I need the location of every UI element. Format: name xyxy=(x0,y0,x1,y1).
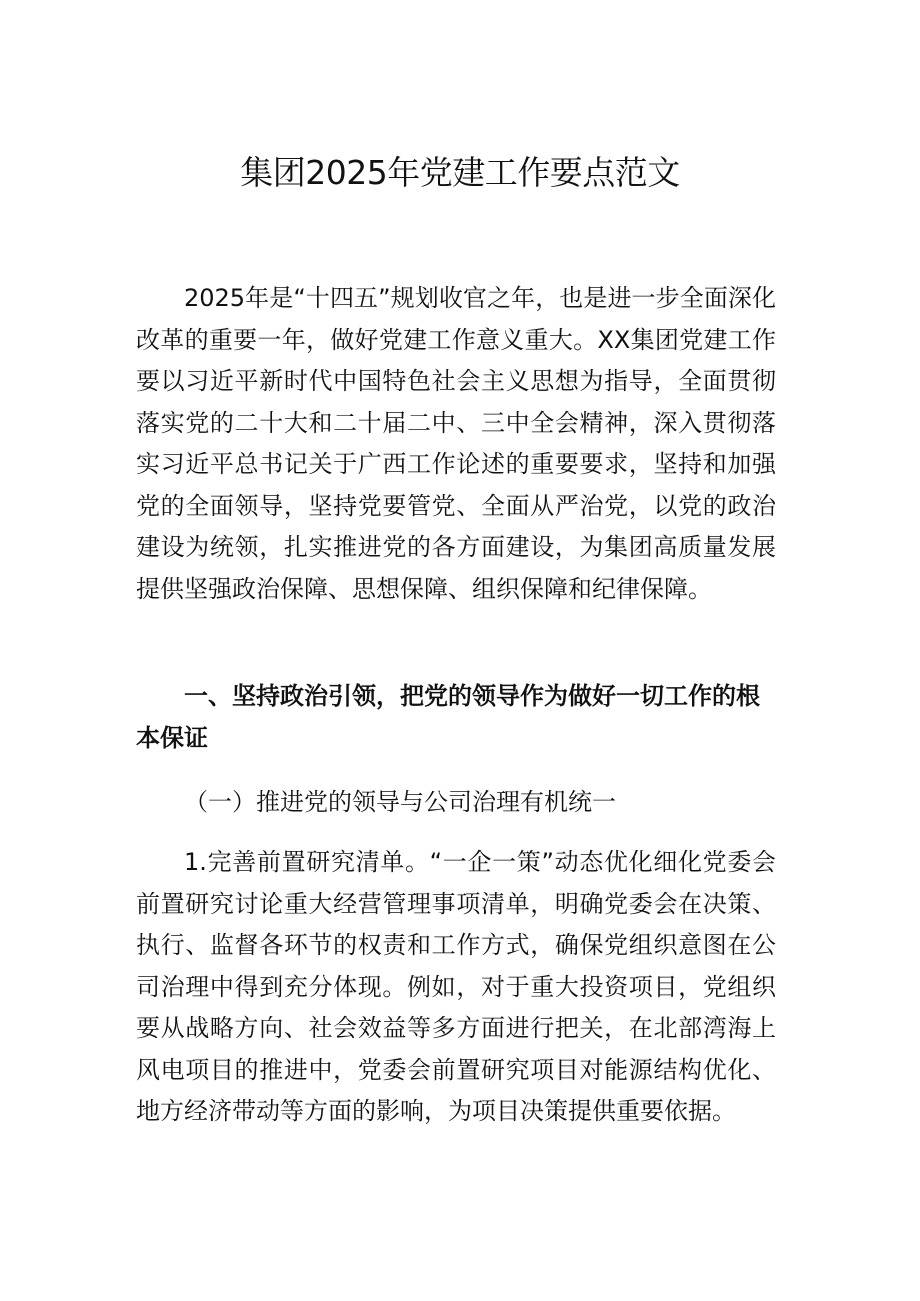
intro-paragraph: 2025年是“十四五”规划收官之年，也是进一步全面深化改革的重要一年，做好党建工作意义重大。XX集团党建工作要以习近平新时代中国特色社会主义思想为指导，全面贯彻落实党的二十大和二十届二中、三中全会精神，深入贯彻落实习近平总书记关于广西工作论述的重要要求，坚持和加强党的全面领导，坚持党要管党、全面从严治党，以党的政治建设为统领，扎实推进党的各方面建设，为集团高质量发展提供坚强政治保障、思想保障、组织保障和纪律保障。 xyxy=(136,284,776,603)
section-heading: 一、坚持政治引领，把党的领导作为做好一切工作的根本保证 xyxy=(136,682,760,752)
item-paragraph: 1.完善前置研究清单。“一企一策”动态优化细化党委会前置研究讨论重大经营管理事项清单，明确党委会在决策、执行、监督各环节的权责和工作方式，确保党组织意图在公司治理中得到充分体现。例如，对于重大投资项目，党组织要从战略方向、社会效益等多方面进行把关，在北部湾海上风电项目的推进中，党委会前置研究项目对能源结构优化、地方经济带动等方面的影响，为项目决策提供重要依据。 xyxy=(136,848,776,1125)
subsection-heading: （一）推进党的领导与公司治理有机统一 xyxy=(184,788,616,816)
document-title: 集团2025年党建工作要点范文 xyxy=(240,153,680,192)
